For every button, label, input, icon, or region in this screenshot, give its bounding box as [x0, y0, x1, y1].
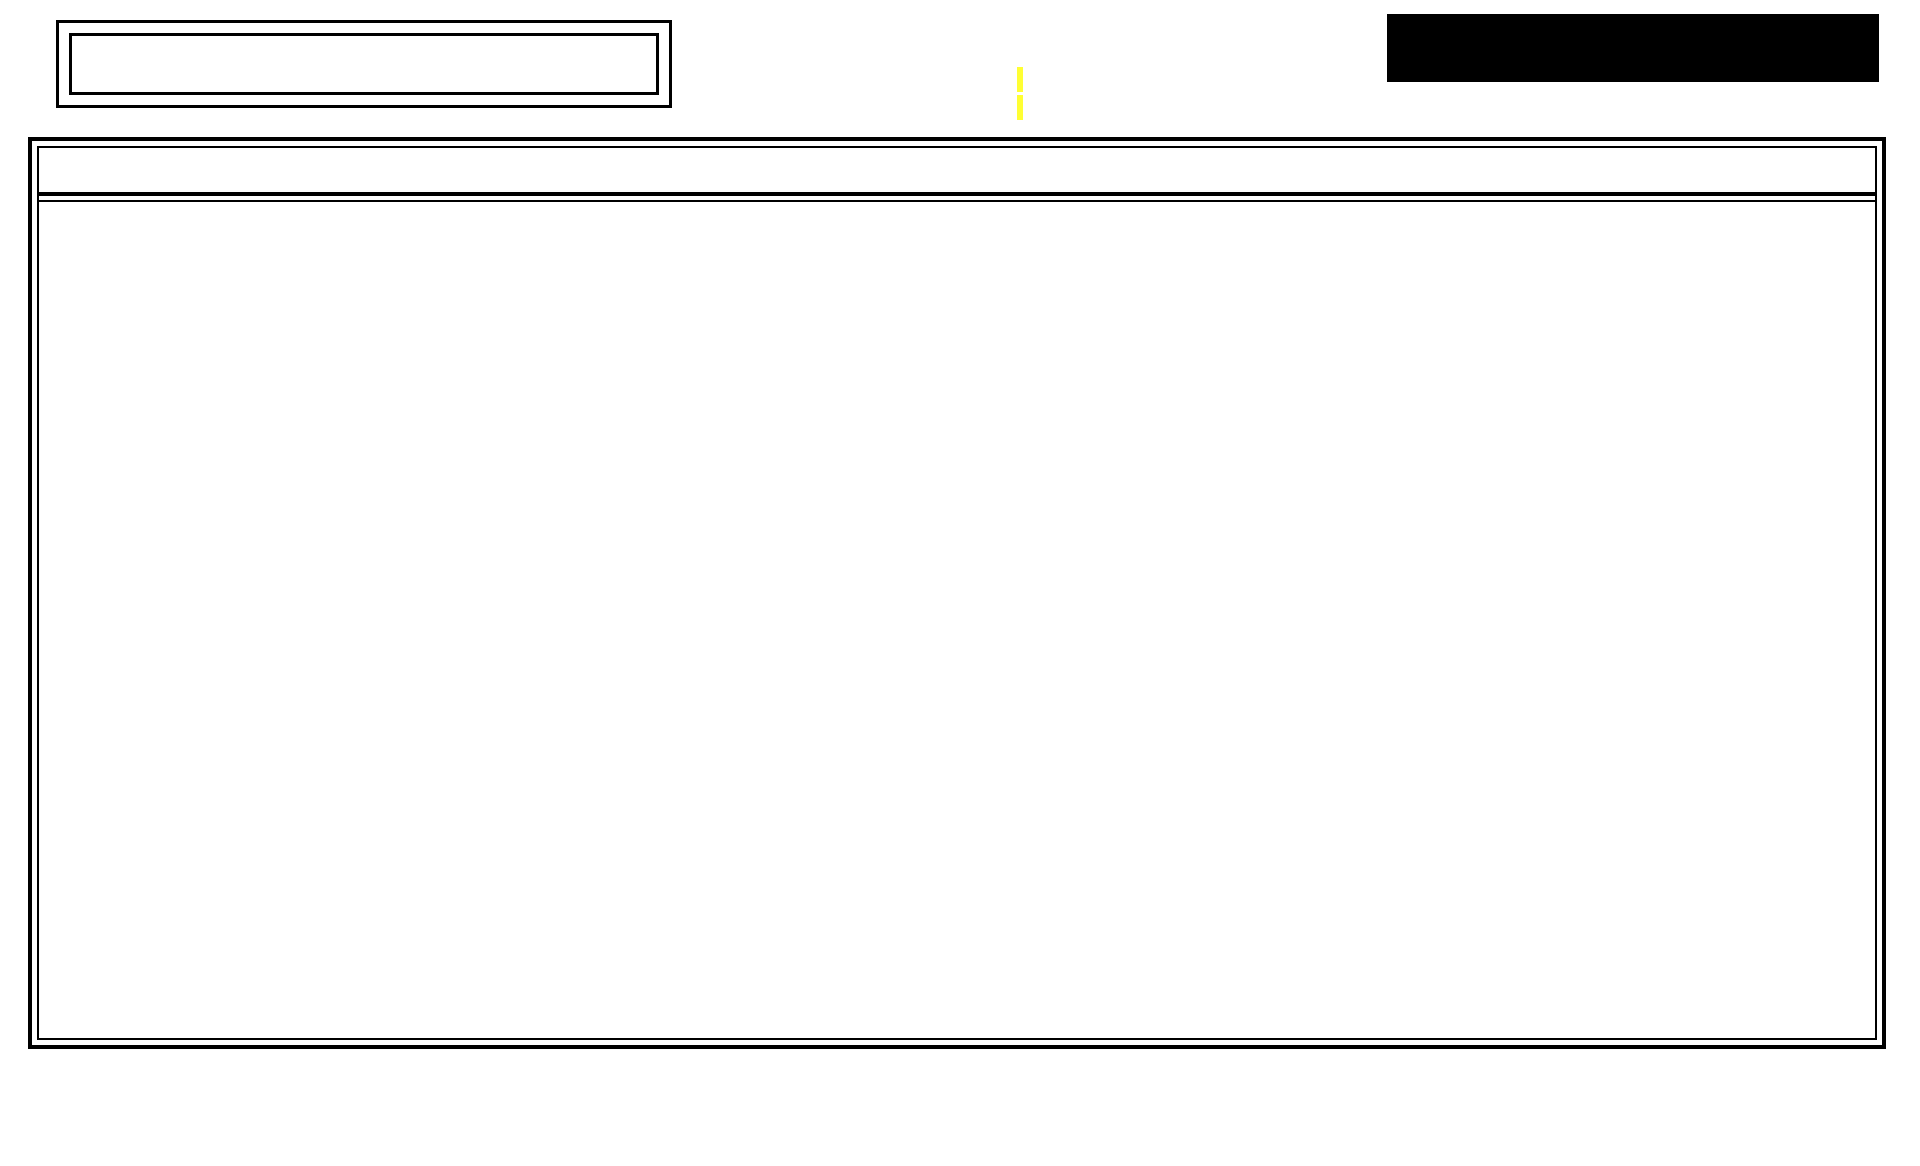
month-title-box [56, 20, 672, 108]
calendar-grid [39, 202, 1875, 1038]
calendar [28, 137, 1886, 1049]
schedule-notice [720, 66, 1320, 122]
unit-label [1387, 14, 1879, 82]
notice-line-2 [1017, 95, 1023, 120]
notice-line-1 [1017, 67, 1023, 92]
weekday-header-row [39, 148, 1875, 196]
month-title [69, 33, 659, 95]
